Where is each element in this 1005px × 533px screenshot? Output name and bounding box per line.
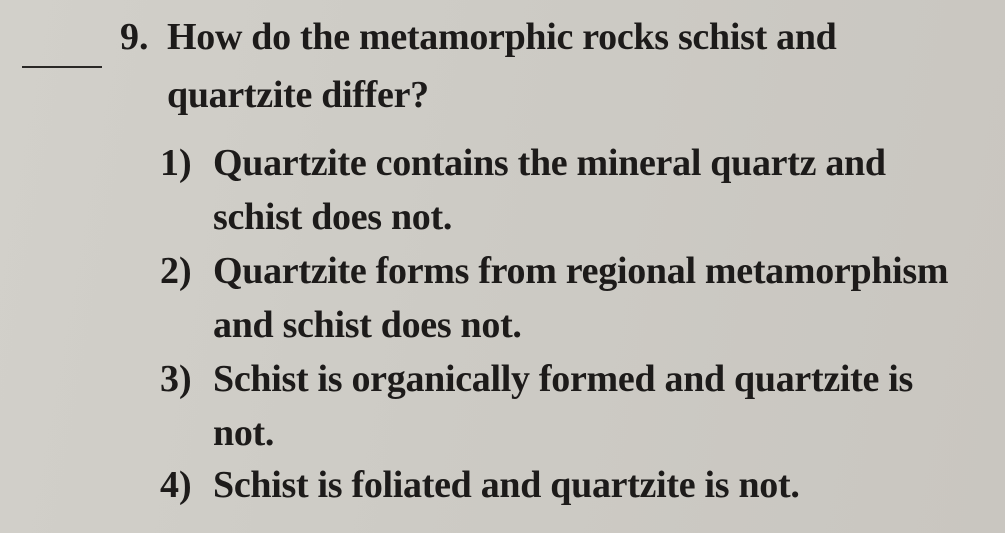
option-3-text-line-1: Schist is organically formed and quartzite is	[213, 358, 914, 400]
question-text-line-2: quartzite differ?	[167, 74, 429, 116]
answer-blank-line[interactable]	[22, 66, 102, 68]
option-3-text-line-2: not.	[213, 412, 275, 454]
option-1-text-line-1: Quartzite contains the mineral quartz and	[213, 142, 886, 184]
option-4-text-line-1: Schist is foliated and quartzite is not.	[213, 464, 800, 506]
option-1-number: 1)	[160, 142, 192, 184]
option-3-number: 3)	[160, 358, 192, 400]
option-2-text-line-2: and schist does not.	[213, 304, 522, 346]
question-number: 9.	[120, 16, 149, 58]
option-2-text-line-1: Quartzite forms from regional metamorphism	[213, 250, 949, 292]
question-text-line-1: How do the metamorphic rocks schist and	[167, 16, 837, 58]
option-2-number: 2)	[160, 250, 192, 292]
option-1-text-line-2: schist does not.	[213, 196, 453, 238]
option-4-number: 4)	[160, 464, 192, 506]
